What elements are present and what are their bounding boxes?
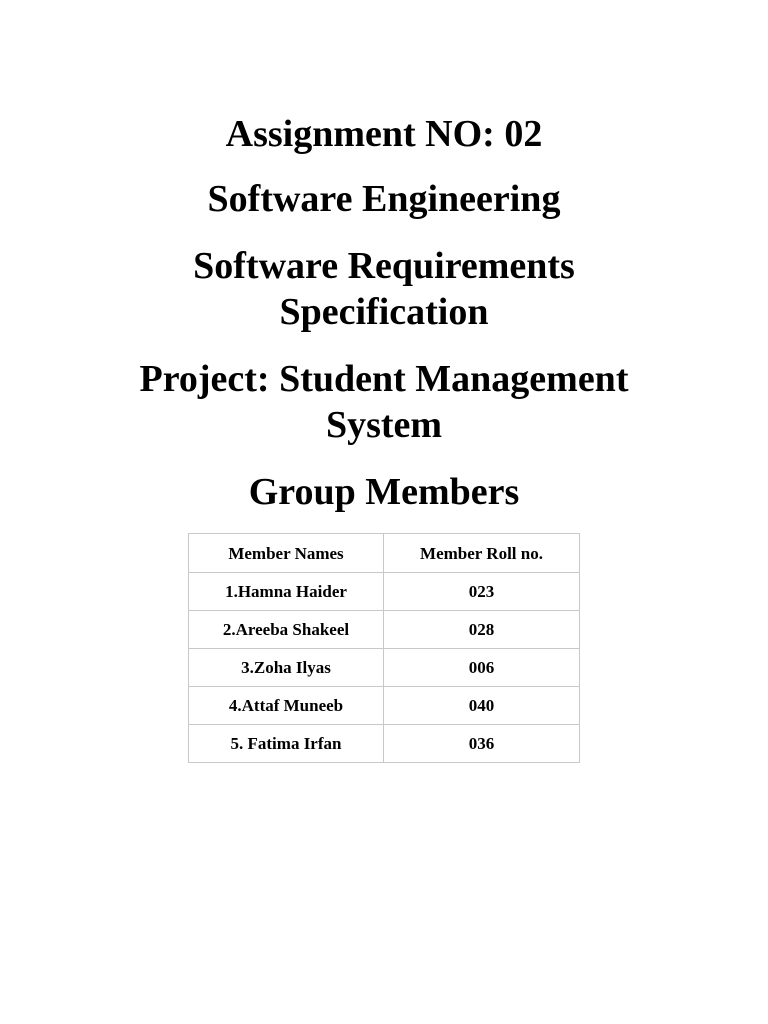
table-row [189, 687, 580, 725]
document-title [0, 243, 768, 335]
project-title [0, 356, 768, 448]
table-header-row [189, 534, 580, 573]
group-members-heading: Group Members [248, 471, 520, 513]
member-name-cell: 2.Areeba Shakeel [189, 611, 384, 649]
member-roll-cell: 023 [384, 573, 580, 611]
assignment-title: Assignment NO: 02 [225, 113, 543, 155]
member-roll-cell: 040 [384, 687, 580, 725]
header-member-names: Member Names [189, 534, 384, 573]
project-title-line2: System [325, 404, 443, 446]
member-roll-cell: 028 [384, 611, 580, 649]
member-roll-cell: 036 [384, 725, 580, 763]
member-name-cell: 3.Zoha Ilyas [189, 649, 384, 687]
members-table [188, 533, 580, 763]
table-row [189, 649, 580, 687]
member-name-cell: 4.Attaf Muneeb [189, 687, 384, 725]
project-title-line1: Project: Student Management [139, 358, 629, 400]
document-title-line1: Software Requirements [193, 245, 575, 287]
member-name-cell: 1.Hamna Haider [189, 573, 384, 611]
member-name-cell: 5. Fatima Irfan [189, 725, 384, 763]
member-roll-cell: 006 [384, 649, 580, 687]
table-row [189, 725, 580, 763]
header-member-roll: Member Roll no. [384, 534, 580, 573]
course-title: Software Engineering [207, 178, 561, 220]
document-title-line2: Specification [279, 291, 489, 333]
table-row [189, 611, 580, 649]
table-row [189, 573, 580, 611]
